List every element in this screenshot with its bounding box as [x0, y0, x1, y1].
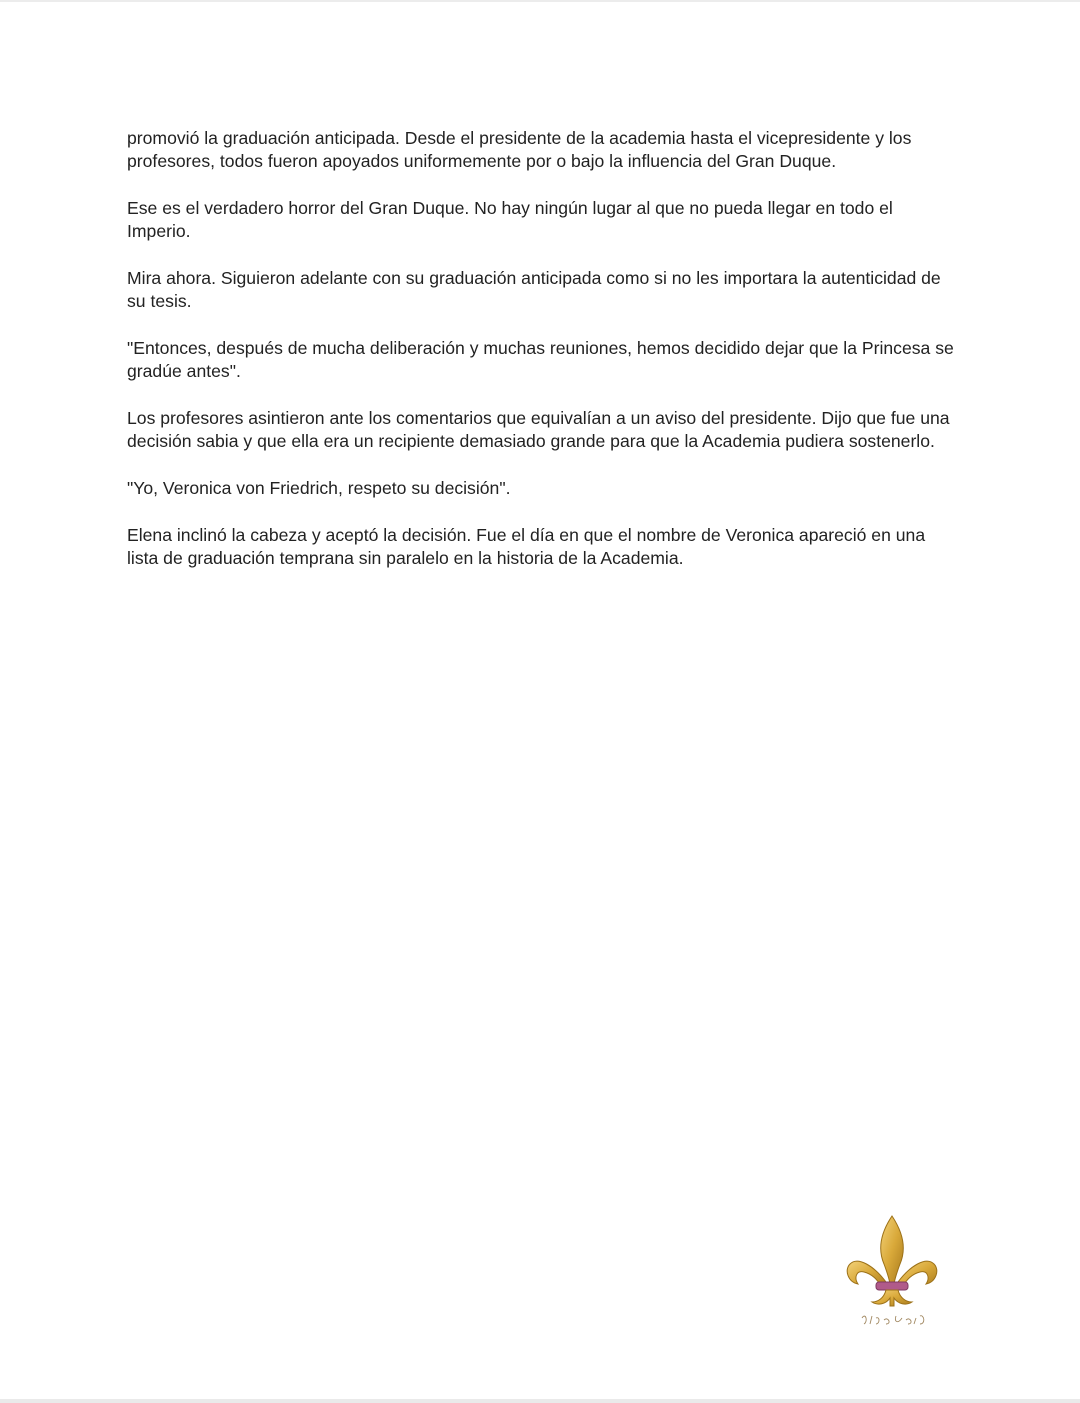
paragraph-4: "Entonces, después de mucha deliberación y muchas reuniones, hemos decidido dejar que la Princesa se gradúe antes". — [127, 338, 954, 381]
fleur-de-lis-icon — [840, 1212, 944, 1332]
paragraph-7: Elena inclinó la cabeza y aceptó la decisión. Fue el día en que el nombre de Veronica apareció en una lista de graduación temprana sin paralelo en la historia de la Academia. — [127, 525, 926, 568]
paragraph-2: Ese es el verdadero horror del Gran Duque. No hay ningún lugar al que no pueda llegar en todo el Imperio. — [127, 198, 893, 241]
fleur-de-lis-logo — [840, 1212, 944, 1332]
page-top-border — [0, 0, 1080, 2]
page-bottom-border — [0, 1399, 1080, 1403]
paragraph-5: Los profesores asintieron ante los comentarios que equivalían a un aviso del presidente. Dijo que fue una decisión sabia y que ella era un recipiente demasiado grande para que la Academia pudiera sostenerlo. — [127, 408, 950, 451]
paragraph-1: promovió la graduación anticipada. Desde el presidente de la academia hasta el vicepresidente y los profesores, todos fueron apoyados uniformemente por o bajo la influencia del Gran Duque. — [127, 128, 912, 171]
paragraph-6: "Yo, Veronica von Friedrich, respeto su decisión". — [127, 478, 511, 498]
paragraph-3: Mira ahora. Siguieron adelante con su graduación anticipada como si no les importara la autenticidad de su tesis. — [127, 268, 941, 311]
document-body — [127, 127, 957, 594]
